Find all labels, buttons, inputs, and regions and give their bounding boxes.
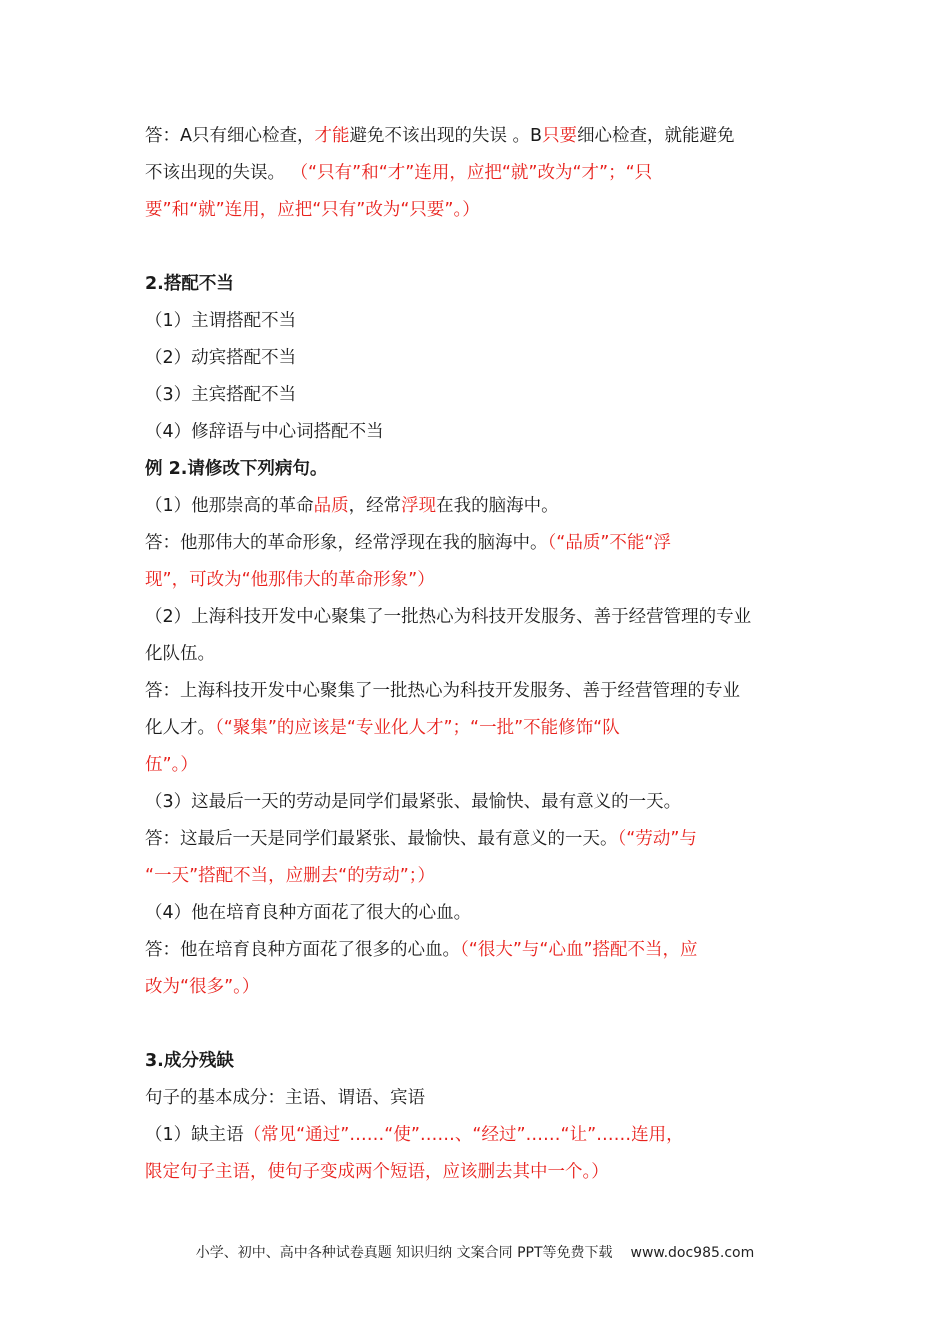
body-text: 答：他那伟大的革命形象，经常浮现在我的脑海中。 bbox=[145, 533, 548, 553]
section-heading bbox=[145, 1043, 810, 1080]
body-text: （1）主谓搭配不当 bbox=[145, 311, 297, 331]
body-text: 2.搭配不当 bbox=[145, 274, 234, 294]
annotation-text: 才能 bbox=[314, 126, 350, 146]
body-text: 答：这最后一天是同学们最紧张、最愉快、最有意义的一天。 bbox=[145, 829, 618, 849]
body-text: （1）缺主语 bbox=[145, 1125, 244, 1145]
annotation-text: 限定句子主语，使句子变成两个短语，应该删去其中一个。） bbox=[145, 1162, 609, 1182]
section-heading bbox=[145, 451, 810, 488]
text-line bbox=[145, 895, 810, 932]
body-text: 句子的基本成分：主语、谓语、宾语 bbox=[145, 1088, 425, 1108]
body-text: （2）动宾搭配不当 bbox=[145, 348, 297, 368]
annotation-text: 现”，可改为“他那伟大的革命形象”） bbox=[145, 570, 435, 590]
body-text: 例 2.请修改下列病句。 bbox=[145, 459, 328, 479]
annotation-text: 浮现 bbox=[401, 496, 437, 516]
text-line bbox=[145, 710, 810, 747]
body-text: （4）修辞语与中心词搭配不当 bbox=[145, 422, 384, 442]
body-text: ，经常 bbox=[348, 496, 402, 516]
section-heading bbox=[145, 266, 810, 303]
body-text: 答：A只有细心检查， bbox=[145, 126, 315, 146]
text-line bbox=[145, 784, 810, 821]
text-line bbox=[145, 821, 810, 858]
text-line bbox=[145, 118, 810, 155]
text-line bbox=[145, 1080, 810, 1117]
body-text: 答：上海科技开发中心聚集了一批热心为科技开发服务、善于经营管理的专业 bbox=[145, 681, 740, 701]
paragraph-gap bbox=[145, 229, 810, 266]
annotation-text: （“很大”与“心血”搭配不当，应 bbox=[460, 940, 698, 960]
annotation-text: （“聚集”的应该是“专业化人才”；“一批”不能修饰“队 bbox=[215, 718, 620, 738]
body-text: 化人才。 bbox=[145, 718, 215, 738]
annotation-text: “一天”搭配不当，应删去“的劳动”；） bbox=[145, 866, 436, 886]
text-line bbox=[145, 303, 810, 340]
body-text: （3）这最后一天的劳动是同学们最紧张、最愉快、最有意义的一天。 bbox=[145, 792, 682, 812]
body-text: 避免不该出现的失误 。B bbox=[349, 126, 543, 146]
text-line bbox=[145, 969, 810, 1006]
text-line bbox=[145, 747, 810, 784]
body-text: （3）主宾搭配不当 bbox=[145, 385, 297, 405]
body-text: 细心检查，就能避免 bbox=[577, 126, 735, 146]
footer-text: 小学、初中、高中各种试卷真题 知识归纳 文案合同 PPT等免费下载 bbox=[195, 1245, 613, 1261]
body-text: （2）上海科技开发中心聚集了一批热心为科技开发服务、善于经营管理的专业 bbox=[145, 607, 752, 627]
page-footer bbox=[0, 1243, 950, 1263]
body-text: 答：他在培育良种方面花了很多的心血。 bbox=[145, 940, 460, 960]
text-line bbox=[145, 414, 810, 451]
annotation-text: 品质 bbox=[313, 496, 349, 516]
annotation-text: （“劳动”与 bbox=[617, 829, 697, 849]
text-line bbox=[145, 488, 810, 525]
annotation-text: 只要 bbox=[542, 126, 578, 146]
text-line bbox=[145, 1117, 810, 1154]
annotation-text: （常见“通过”……“使”……、“经过”……“让”……连用， bbox=[243, 1125, 684, 1145]
text-line bbox=[145, 1154, 810, 1191]
text-line bbox=[145, 858, 810, 895]
paragraph-gap bbox=[145, 1006, 810, 1043]
body-text: （4）他在培育良种方面花了很大的心血。 bbox=[145, 903, 472, 923]
text-line bbox=[145, 562, 810, 599]
text-line bbox=[145, 932, 810, 969]
body-text: 不该出现的失误。 bbox=[145, 163, 291, 183]
annotation-text: 要”和“就”连用，应把“只有”改为“只要”。） bbox=[145, 200, 480, 220]
text-line bbox=[145, 636, 810, 673]
body-text: 化队伍。 bbox=[145, 644, 215, 664]
text-line bbox=[145, 525, 810, 562]
annotation-text: 伍”。） bbox=[145, 755, 198, 775]
annotation-text: 改为“很多”。） bbox=[145, 977, 260, 997]
body-text: 3.成分残缺 bbox=[145, 1051, 234, 1071]
text-line bbox=[145, 192, 810, 229]
document-body bbox=[145, 118, 810, 1191]
annotation-text: （“品质”不能“浮 bbox=[547, 533, 671, 553]
text-line bbox=[145, 155, 810, 192]
body-text: （1）他那崇高的革命 bbox=[145, 496, 314, 516]
footer-url[interactable]: www.doc985.com bbox=[630, 1245, 755, 1261]
annotation-text: （“只有”和“才”连用，应把“就”改为“才”；“只 bbox=[290, 163, 653, 183]
text-line bbox=[145, 340, 810, 377]
text-line bbox=[145, 377, 810, 414]
text-line bbox=[145, 673, 810, 710]
text-line bbox=[145, 599, 810, 636]
body-text: 在我的脑海中。 bbox=[436, 496, 559, 516]
